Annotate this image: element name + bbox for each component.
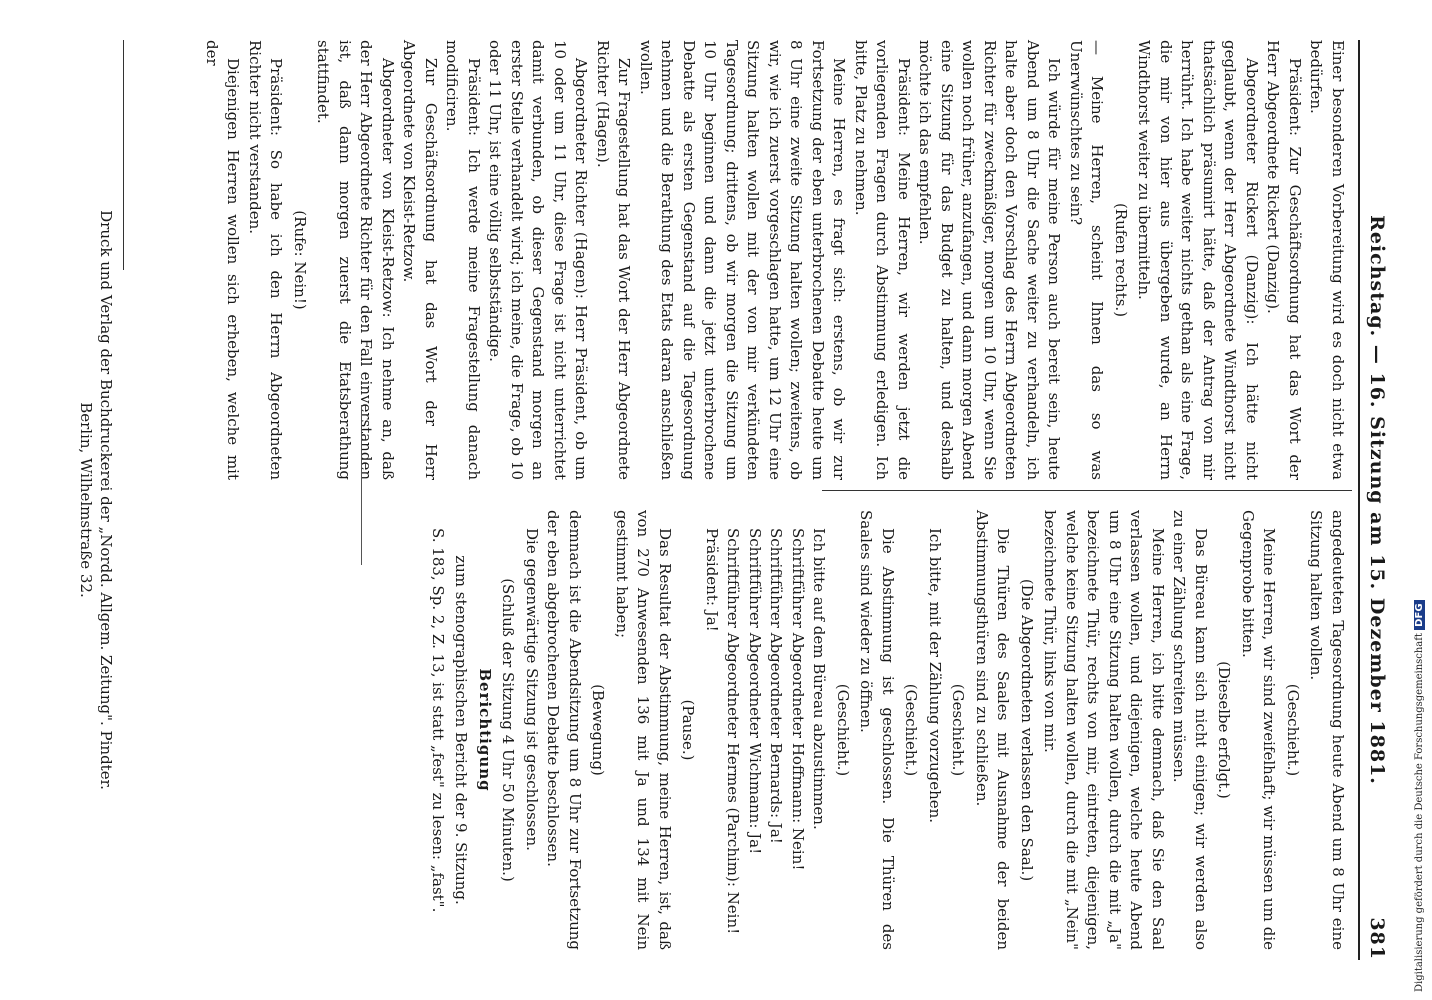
- left-column-paragraph: Präsident: So habe ich den Herrn Abgeordneten Richter nicht verstanden.: [246, 40, 286, 480]
- left-column-paragraph: (Rufe: Nein!): [291, 210, 309, 310]
- right-column-paragraph: (Geschieht.): [949, 683, 968, 777]
- page-title: Reichstag. — 16. Sitzung am 15. Dezember 1881.: [1366, 215, 1388, 785]
- page-header: [1362, 40, 1388, 960]
- right-column-paragraph: Das Resultat der Abstimmung, meine Herren, ist, daß von 270 Anwesenden 136 mit Ja und 134 mit Nein gestimmt haben;: [613, 510, 674, 950]
- left-column-paragraph: Diejenigen Herren wollen sich erheben, welche mit der: [203, 40, 243, 480]
- left-column: [201, 40, 1349, 480]
- header-rule: [1358, 40, 1360, 960]
- right-column-paragraph: Das Büreau kann sich nicht einigen; wir werden also zu einer Zählung schreiten müssen.: [1170, 510, 1210, 950]
- right-column-paragraph: zum stenographischen Bericht der 9. Sitzung.: [452, 555, 471, 905]
- printer-imprint: [76, 40, 116, 960]
- left-column-paragraph: Einer besonderen Vorbereitung wird es doch nicht etwa bedürfen.: [1307, 40, 1347, 480]
- right-column-paragraph: (Pause.): [679, 699, 698, 761]
- left-column-paragraph: Abgeordneter von Kleist-Retzow: Ich nehme an, daß der Herr Abgeordnete Richter für den Fall einverstanden ist, daß dann morgen zuerst die Etatsberathung stattfindet.: [314, 40, 397, 480]
- left-column-paragraph: Ich würde für meine Person auch bereit sein, heute Abend um 8 Uhr die Sache weiter zu verhandeln, ich halte aber doch den Vorschlag des Herrn Abgeordneten Richter für zweckmäßiger, morgen um 10 Uhr, wenn Sie wollen noch früher, anzufangen, und dann morgen Abend eine Sitzung für das Budget zu halten, und deshalb möchte ich das empfehlen.: [916, 40, 1064, 480]
- left-column-paragraph: Präsident: Zur Geschäftsordnung hat das Wort der Herr Abgeordnete Rickert (Danzig).: [1264, 40, 1304, 480]
- right-column-paragraph: Die gegenwärtige Sitzung ist geschlossen.: [523, 528, 541, 851]
- left-column-paragraph: Präsident: Meine Herren, wir werden jetzt die vorliegenden Fragen durch Abstimmung erledigen. Ich bitte, Platz zu nehmen.: [852, 40, 913, 480]
- imprint-line-2: Berlin, Wilhelmstraße 32.: [77, 402, 95, 598]
- footer-rule: [123, 40, 124, 270]
- right-column-paragraph: Schriftführer Abgeordneter Bernards: Ja!: [767, 528, 786, 844]
- left-column-paragraph: Meine Herren, es fragt sich: erstens, ob wir zur Fortsetzung der eben unterbrochenen Debatte heute um 8 Uhr eine zweite Sitzung halten wollen; zweitens, ob wir, wie ich zuerst vorgeschlagen hatte, um 12 Uhr eine Sitzung halten wollen mit der von mir verkündeten Tagesordnung; drittens, ob wir morgen die Sitzung um 10 Uhr beginnen und dann die jetzt unterbrochene Debatte als ersten Gegenstand auf die Tagesordnung nehmen und die Berathung des Etats daran anschließen wollen.: [637, 40, 849, 480]
- left-column-paragraph: Präsident: Ich werde meine Fragestellung danach modificiren.: [443, 40, 483, 480]
- right-column-paragraph: (Geschieht.): [1284, 683, 1302, 777]
- right-column-paragraph: Die Thüren des Saales mit Ausnahme der beiden Abstimmungsthüren sind zu schließen.: [973, 510, 1013, 950]
- dfg-logo-icon: DFG: [1414, 600, 1425, 629]
- right-column-paragraph: Schriftführer Abgeordneter Hermes (Parchim): Nein!: [724, 528, 743, 935]
- right-column-paragraph: (Dieselbe erfolgt.): [1215, 661, 1234, 799]
- left-column-paragraph: — Meine Herren, scheint Ihnen das so was Unerwünschtes zu sein?: [1067, 40, 1107, 480]
- left-column-paragraph: (Rufen rechts.): [1112, 202, 1130, 318]
- right-column-paragraph: Berichtigung: [476, 668, 494, 792]
- right-column-paragraph: (Geschieht.): [902, 683, 921, 777]
- right-column-paragraph: Schriftführer Abgeordneter Wichmann: Ja!: [746, 528, 764, 855]
- imprint-line-1: Druck und Verlag der Buchdruckerei der „Nordd. Allgem. Zeitung". Pindter.: [97, 210, 115, 790]
- right-column-paragraph: Ich bitte auf dem Büreau abzustimmen.: [810, 528, 829, 830]
- right-column-paragraph: (Schluß der Sitzung 4 Uhr 50 Minuten.): [499, 578, 518, 882]
- right-column-paragraph: (Geschieht.): [834, 683, 852, 777]
- right-column-paragraph: Präsident: Ja!: [703, 528, 721, 632]
- column-divider: [822, 490, 1352, 491]
- right-column-paragraph: Die Abstimmung ist geschlossen. Die Thüren des Saales sind wieder zu öffnen.: [857, 510, 897, 950]
- left-column-paragraph: Zur Fragestellung hat das Wort der Herr Abgeordnete Richter (Hagen).: [594, 40, 634, 480]
- right-column-paragraph: angedeuteten Tagesordnung heute Abend um 8 Uhr eine Sitzung halten wollen.: [1307, 510, 1347, 950]
- left-column-paragraph: Abgeordneter Richter (Hagen): Herr Präsident, ob um 10 oder um 11 Uhr, diese Frage ist nicht unterrichtet damit verbunden, ob dieser Gegenstand morgen an erster Stelle verhandelt wird; ich meine, die Frage, ob 10 oder 11 Uhr, ist eine völlig selbstständige.: [486, 40, 591, 480]
- digitization-text: Digitalisierung gefördert durch die Deutsche Forschungsgemeinschaft: [1414, 633, 1425, 992]
- right-column-paragraph: Meine Herren, ich bitte demnach, daß Sie den Saal verlassen wollen, und diejenigen, welche heute Abend um 8 Uhr eine Sitzung halten wollen, durch die mit „Ja" bezeichnete Thür, rechts von mir, eintreten, diejenigen, welche keine Sitzung halten wollen, durch die mit „Nein" bezeichnete Thür, links von mir.: [1041, 510, 1167, 950]
- left-column-paragraph: Zur Geschäftsordnung hat das Wort der Herr Abgeordnete von Kleist-Retzow.: [400, 40, 440, 480]
- right-column: [427, 510, 1349, 950]
- digitization-note: [1414, 600, 1425, 992]
- right-column-paragraph: Meine Herren, wir sind zweifelhaft; wir müssen um die Gegenprobe bitten.: [1239, 510, 1279, 950]
- right-column-paragraph: Schriftführer Abgeordneter Hoffmann: Nein!: [789, 528, 807, 871]
- right-column-paragraph: demnach ist die Abendsitzung um 8 Uhr zur Fortsetzung der eben abgebrochenen Debatte beschlossen.: [544, 510, 584, 950]
- left-column-paragraph: Abgeordneter Rickert (Danzig): Ich hätte nicht geglaubt, wenn der Herr Abgeordnete Windthorst nicht thatsächlich präsumirt hätte, daß der Antrag von mir herrührt. Ich habe weiter nichts gethan als eine Frage, die mir von hier aus übergeben wurde, an Herrn Windthorst weiter zu übermitteln.: [1135, 40, 1261, 480]
- right-column-paragraph: S. 183, Sp. 2, Z. 13, ist statt „fest" zu lesen: „fast".: [429, 528, 447, 913]
- right-column-paragraph: (Bewegung): [589, 684, 608, 776]
- right-column-paragraph: (Die Abgeordneten verlassen den Saal.): [1018, 578, 1036, 882]
- right-column-paragraph: Ich bitte, mit der Zählung vorzugehen.: [926, 528, 944, 824]
- section-rule: [361, 405, 362, 565]
- page-number: 381: [1366, 917, 1388, 960]
